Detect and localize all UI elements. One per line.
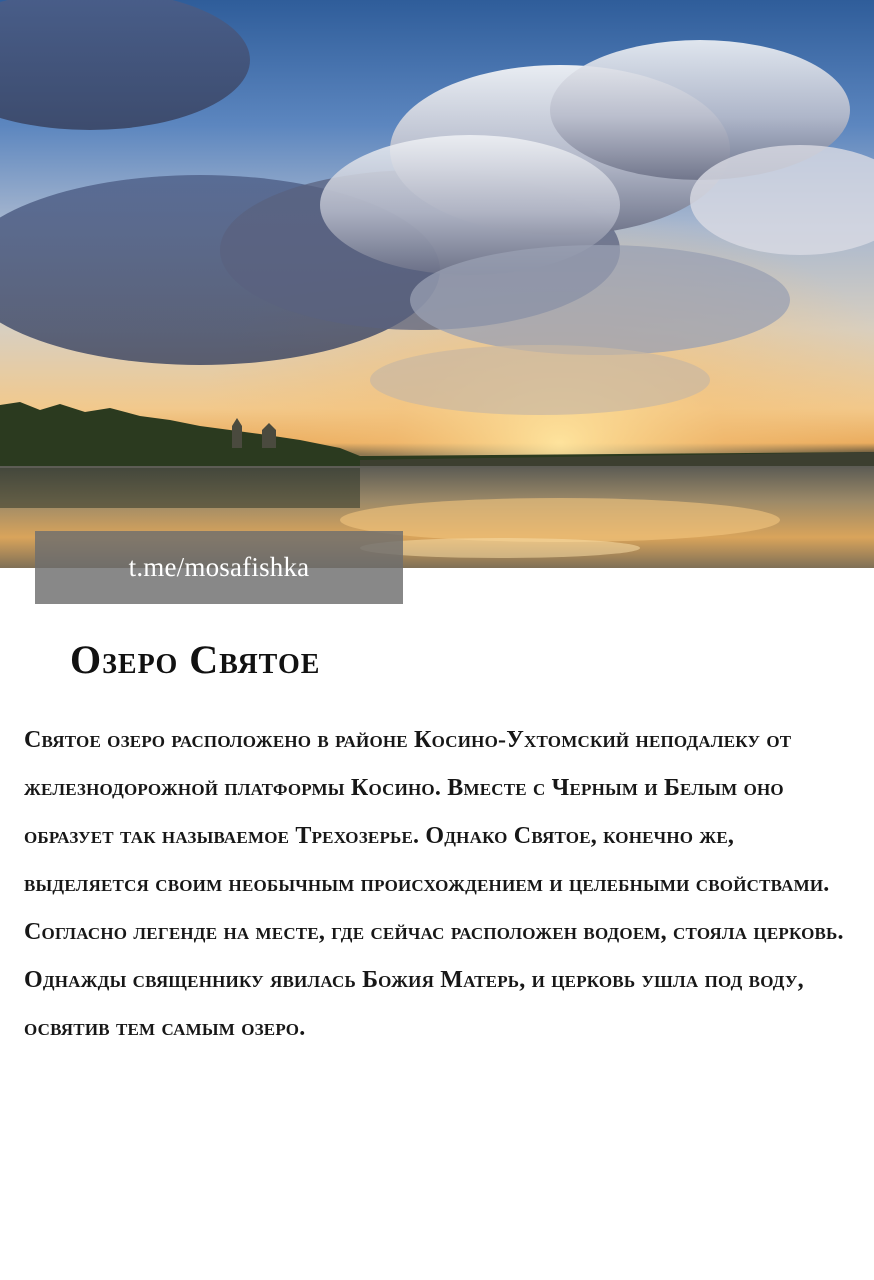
lake-landscape-illustration [0, 0, 874, 568]
article-title: Озеро Святое [70, 637, 321, 682]
lake-photo [0, 0, 874, 568]
article-body: Святое озеро расположено в районе Косино-Ухтомский неподалеку от железнодорожной платформы Косино. Вместе с Черным и Белым оно образует так называемое Трехозерье. Однако Святое, конечно же, выделяется своим необычным происхождением и целебными свойствами. Согласно легенде на месте, где сейчас расположен водоем, стояла церковь. Однажды священнику явилась Божия Матерь, и церковь ушла под воду, освятив тем самым озеро. [24, 727, 844, 1041]
channel-watermark: t.me/mosafishka [35, 531, 403, 604]
